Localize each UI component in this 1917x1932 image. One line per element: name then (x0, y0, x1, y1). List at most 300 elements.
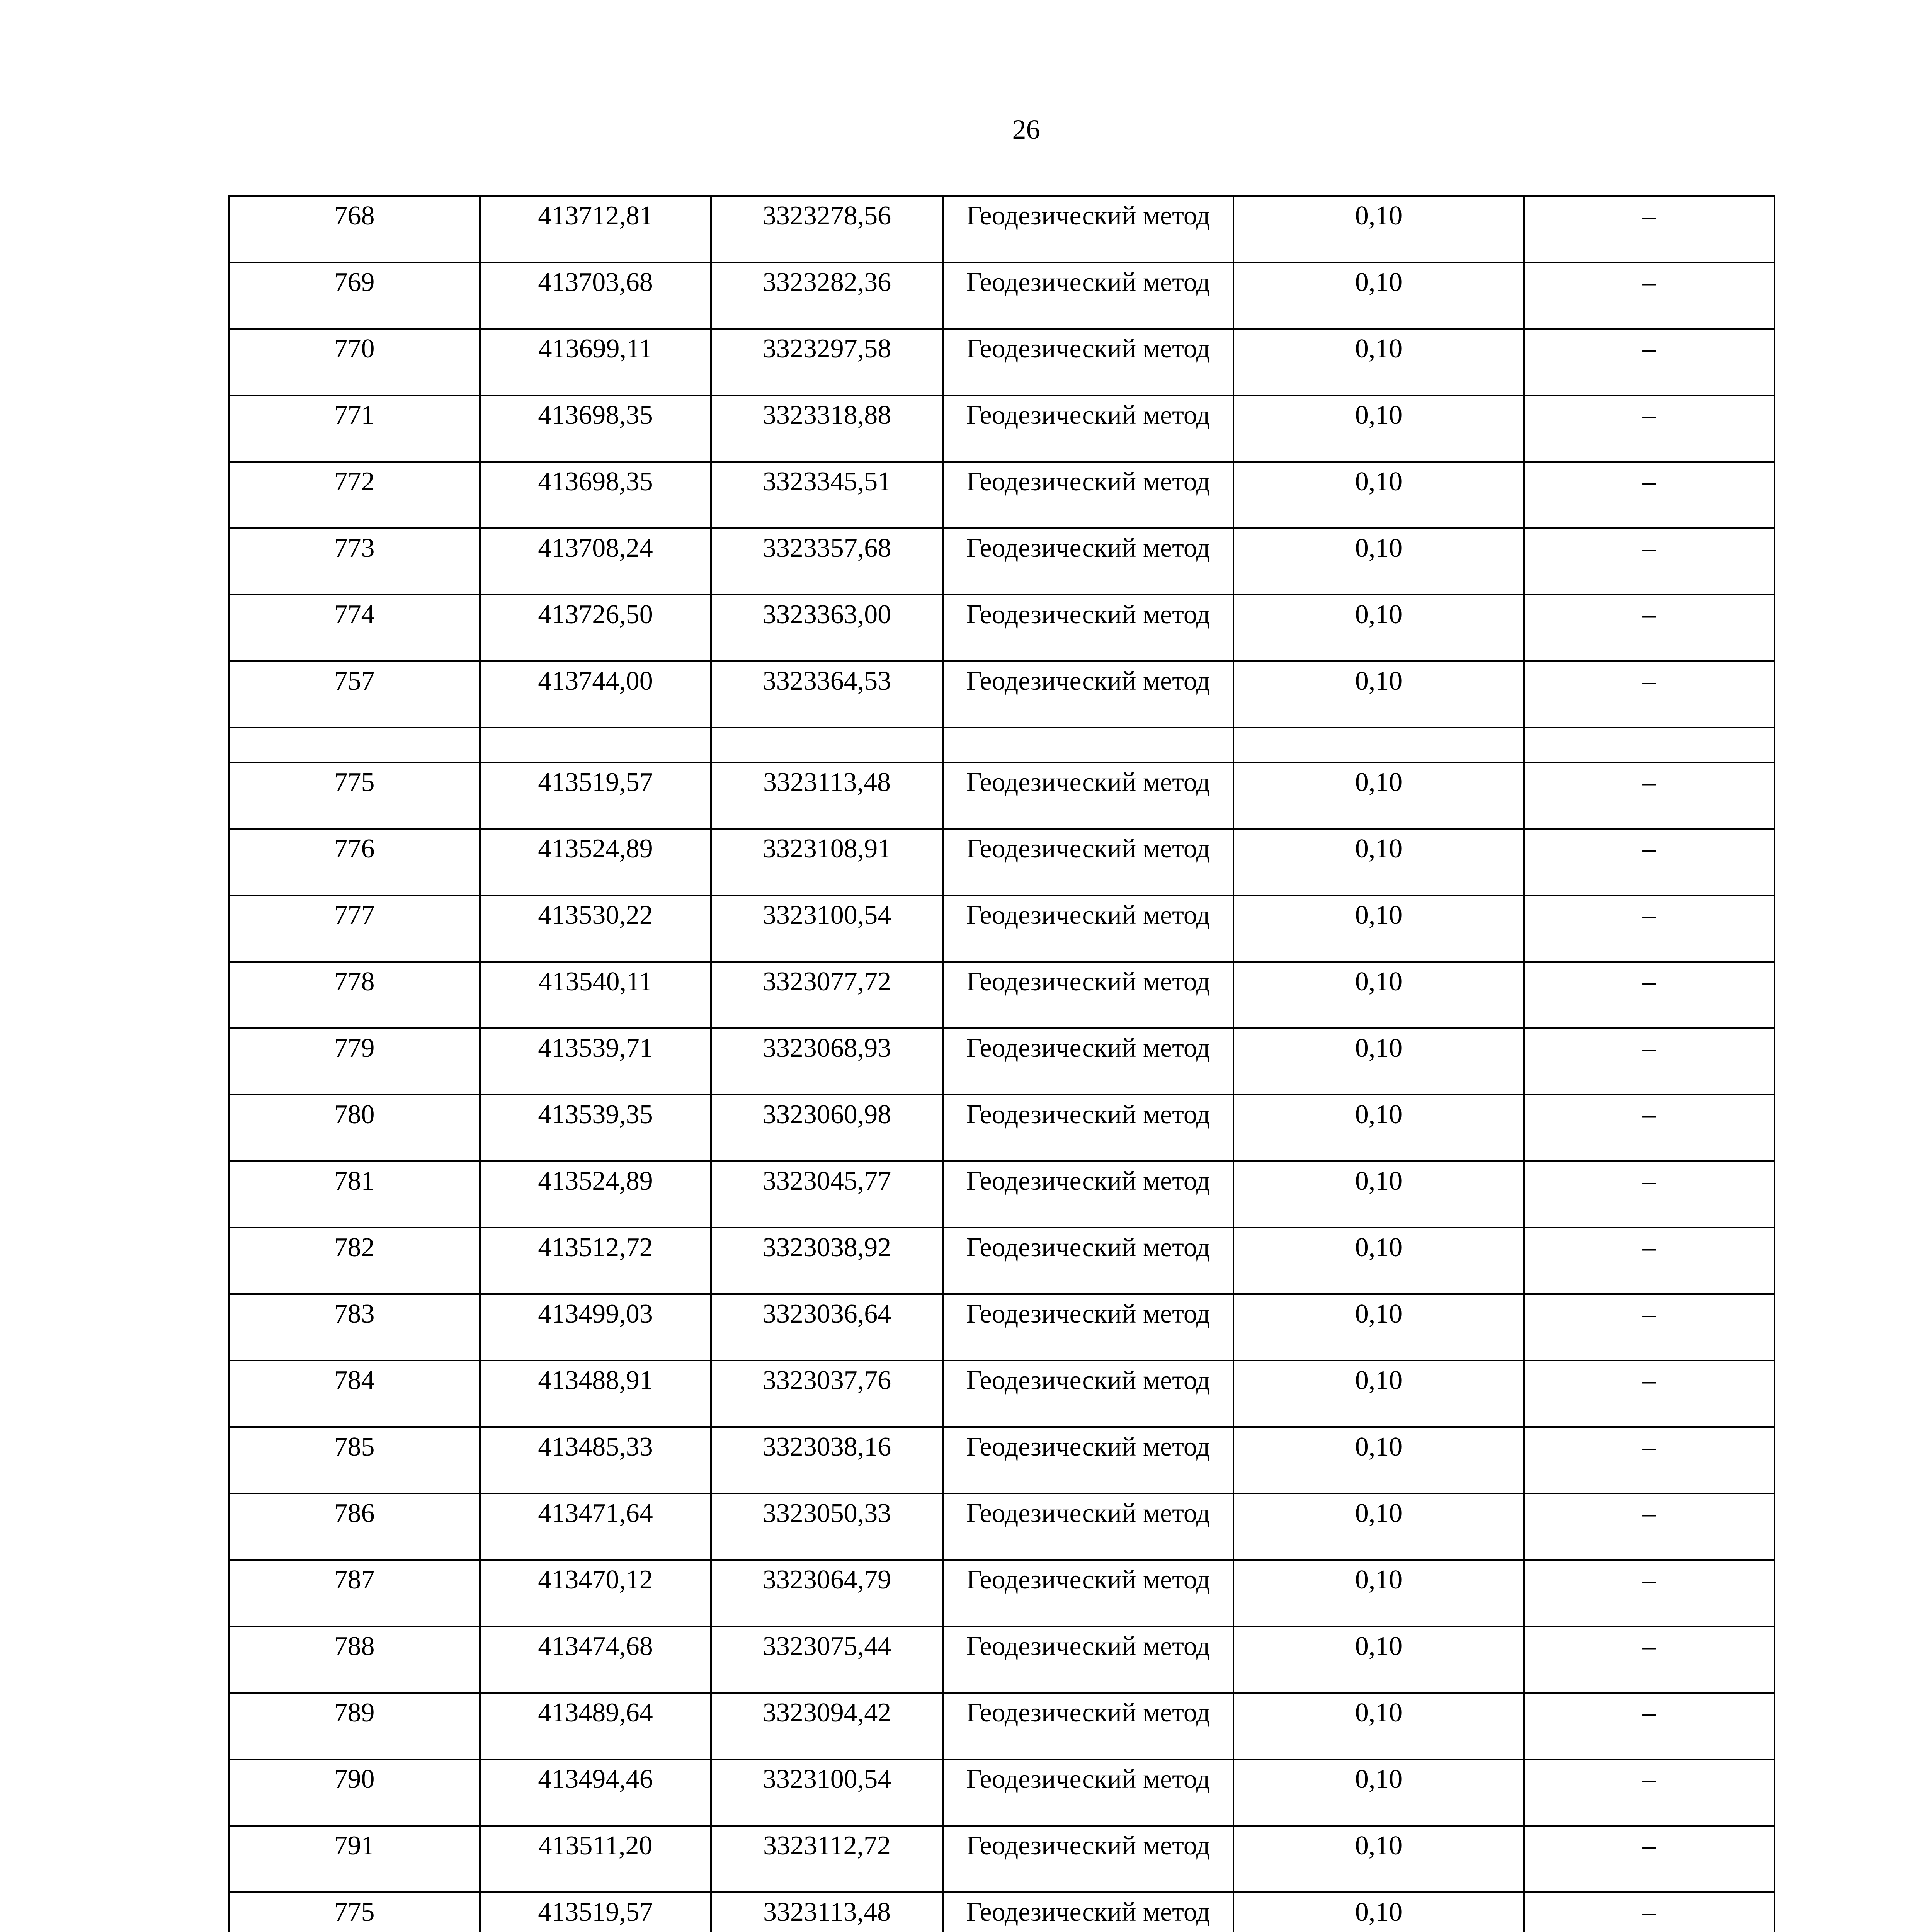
method-cell (943, 462, 1233, 528)
accuracy-cell-text: 0,10 (1355, 1100, 1403, 1129)
y-coordinate-cell-text: 3323318,88 (762, 400, 891, 430)
accuracy-cell-text: 0,10 (1355, 767, 1403, 797)
accuracy-cell (1233, 1361, 1524, 1427)
x-coordinate-cell (480, 1892, 711, 1932)
y-coordinate-cell (711, 895, 943, 962)
point-number-cell-text: 791 (334, 1831, 375, 1861)
method-cell (943, 262, 1233, 329)
y-coordinate-cell (711, 528, 943, 595)
note-cell-text: – (1642, 1100, 1656, 1129)
y-coordinate-cell (711, 1693, 943, 1759)
method-cell (943, 1626, 1233, 1693)
x-coordinate-cell (480, 1626, 711, 1693)
y-coordinate-cell-text: 3323113,48 (763, 767, 891, 797)
table-row (229, 829, 1774, 895)
y-coordinate-cell-text: 3323037,76 (762, 1366, 891, 1395)
y-coordinate-cell-text: 3323036,64 (762, 1299, 891, 1329)
table-row (229, 895, 1774, 962)
note-cell-text: – (1642, 767, 1656, 797)
note-cell-text: – (1642, 1033, 1656, 1063)
y-coordinate-cell (711, 661, 943, 728)
note-cell-text: – (1642, 1631, 1656, 1661)
note-cell (1524, 1361, 1774, 1427)
y-coordinate-cell (711, 1759, 943, 1826)
accuracy-cell-text: 0,10 (1355, 1565, 1403, 1595)
method-cell-text: Геодезический метод (966, 767, 1210, 797)
y-coordinate-cell (711, 1892, 943, 1932)
accuracy-cell (1233, 1095, 1524, 1161)
point-number-cell-text: 782 (334, 1233, 375, 1262)
accuracy-cell-text: 0,10 (1355, 400, 1403, 430)
note-cell (1524, 1759, 1774, 1826)
method-cell-text: Геодезический метод (966, 1033, 1210, 1063)
method-cell-text: Геодезический метод (966, 1764, 1210, 1794)
method-cell-text: Геодезический метод (966, 1698, 1210, 1728)
y-coordinate-cell (711, 1560, 943, 1626)
point-number-cell-text: 772 (334, 467, 375, 497)
y-coordinate-cell-text: 3323282,36 (762, 267, 891, 297)
note-cell-text: – (1642, 1299, 1656, 1329)
point-number-cell-text: 787 (334, 1565, 375, 1595)
x-coordinate-cell (480, 1759, 711, 1826)
note-cell (1524, 1161, 1774, 1228)
method-cell (943, 196, 1233, 262)
note-cell (1524, 462, 1774, 528)
x-coordinate-cell-text: 413703,68 (538, 267, 653, 297)
point-number-cell (229, 962, 480, 1028)
point-number-cell-text: 775 (334, 1897, 375, 1927)
y-coordinate-cell-text: 3323278,56 (762, 201, 891, 231)
method-cell-text: Геодезический метод (966, 533, 1210, 563)
y-coordinate-cell (711, 1427, 943, 1493)
page-number: 26 (1012, 114, 1040, 145)
x-coordinate-cell-text: 413524,89 (538, 1166, 653, 1196)
point-number-cell (229, 196, 480, 262)
accuracy-cell-text: 0,10 (1355, 1897, 1403, 1927)
point-number-cell-text: 781 (334, 1166, 375, 1196)
accuracy-cell-text: 0,10 (1355, 334, 1403, 364)
accuracy-cell (1233, 1759, 1524, 1826)
point-number-cell-text: 786 (334, 1498, 375, 1528)
note-cell-text: – (1642, 600, 1656, 629)
x-coordinate-cell (480, 528, 711, 595)
note-cell-text: – (1642, 1366, 1656, 1395)
table-row (229, 1892, 1774, 1932)
accuracy-cell-text: 0,10 (1355, 1233, 1403, 1262)
x-coordinate-cell-text: 413511,20 (538, 1831, 653, 1861)
y-coordinate-cell (711, 262, 943, 329)
x-coordinate-cell-text: 413540,11 (538, 967, 653, 997)
point-number-cell-text: 773 (334, 533, 375, 563)
note-cell (1524, 762, 1774, 829)
y-coordinate-cell-text: 3323038,92 (762, 1233, 891, 1262)
accuracy-cell-text: 0,10 (1355, 967, 1403, 997)
note-cell (1524, 1560, 1774, 1626)
method-cell-text: Геодезический метод (966, 1166, 1210, 1196)
coordinates-table (228, 195, 1775, 1932)
table-row (229, 1759, 1774, 1826)
accuracy-cell-text: 0,10 (1355, 1166, 1403, 1196)
x-coordinate-cell (480, 462, 711, 528)
x-coordinate-cell-text: 413485,33 (538, 1432, 653, 1462)
method-cell-text: Геодезический метод (966, 1299, 1210, 1329)
table-row (229, 1028, 1774, 1095)
method-cell (943, 1826, 1233, 1892)
method-cell (943, 329, 1233, 395)
y-coordinate-cell (711, 462, 943, 528)
separator-row (229, 728, 1774, 762)
empty-cell (711, 728, 943, 762)
method-cell-text: Геодезический метод (966, 334, 1210, 364)
y-coordinate-cell (711, 1493, 943, 1560)
x-coordinate-cell-text: 413470,12 (538, 1565, 653, 1595)
method-cell-text: Геодезический метод (966, 1498, 1210, 1528)
table-row (229, 1228, 1774, 1294)
note-cell-text: – (1642, 201, 1656, 231)
accuracy-cell (1233, 1626, 1524, 1693)
table-row (229, 262, 1774, 329)
x-coordinate-cell (480, 1493, 711, 1560)
method-cell-text: Геодезический метод (966, 1831, 1210, 1861)
x-coordinate-cell-text: 413512,72 (538, 1233, 653, 1262)
note-cell (1524, 329, 1774, 395)
accuracy-cell (1233, 196, 1524, 262)
method-cell (943, 1161, 1233, 1228)
x-coordinate-cell-text: 413698,35 (538, 467, 653, 497)
y-coordinate-cell-text: 3323094,42 (762, 1698, 891, 1728)
point-number-cell (229, 329, 480, 395)
x-coordinate-cell-text: 413726,50 (538, 600, 653, 629)
method-cell-text: Геодезический метод (966, 600, 1210, 629)
y-coordinate-cell-text: 3323363,00 (762, 600, 891, 629)
note-cell-text: – (1642, 1698, 1656, 1728)
table-row (229, 1361, 1774, 1427)
y-coordinate-cell (711, 1228, 943, 1294)
y-coordinate-cell-text: 3323068,93 (762, 1033, 891, 1063)
accuracy-cell (1233, 1826, 1524, 1892)
table-row (229, 1294, 1774, 1361)
point-number-cell (229, 762, 480, 829)
accuracy-cell (1233, 395, 1524, 462)
x-coordinate-cell (480, 1427, 711, 1493)
x-coordinate-cell (480, 1161, 711, 1228)
accuracy-cell-text: 0,10 (1355, 201, 1403, 231)
accuracy-cell-text: 0,10 (1355, 267, 1403, 297)
method-cell (943, 1095, 1233, 1161)
method-cell (943, 1427, 1233, 1493)
accuracy-cell (1233, 528, 1524, 595)
note-cell-text: – (1642, 1897, 1656, 1927)
note-cell-text: – (1642, 334, 1656, 364)
x-coordinate-cell-text: 413494,46 (538, 1764, 653, 1794)
method-cell (943, 895, 1233, 962)
method-cell (943, 829, 1233, 895)
method-cell (943, 1028, 1233, 1095)
accuracy-cell (1233, 1560, 1524, 1626)
x-coordinate-cell (480, 1826, 711, 1892)
note-cell (1524, 262, 1774, 329)
x-coordinate-cell-text: 413530,22 (538, 900, 653, 930)
note-cell (1524, 1493, 1774, 1560)
x-coordinate-cell-text: 413524,89 (538, 834, 653, 864)
method-cell-text: Геодезический метод (966, 967, 1210, 997)
point-number-cell (229, 1427, 480, 1493)
x-coordinate-cell (480, 395, 711, 462)
y-coordinate-cell (711, 196, 943, 262)
y-coordinate-cell (711, 1826, 943, 1892)
point-number-cell-text: 779 (334, 1033, 375, 1063)
y-coordinate-cell-text: 3323345,51 (762, 467, 891, 497)
point-number-cell-text: 778 (334, 967, 375, 997)
table-row (229, 661, 1774, 728)
table-row (229, 1560, 1774, 1626)
empty-cell (1233, 728, 1524, 762)
point-number-cell-text: 768 (334, 201, 375, 231)
y-coordinate-cell (711, 1095, 943, 1161)
method-cell-text: Геодезический метод (966, 201, 1210, 231)
note-cell-text: – (1642, 1432, 1656, 1462)
note-cell-text: – (1642, 900, 1656, 930)
note-cell (1524, 528, 1774, 595)
method-cell-text: Геодезический метод (966, 400, 1210, 430)
table-row (229, 1161, 1774, 1228)
point-number-cell-text: 777 (334, 900, 375, 930)
note-cell-text: – (1642, 1764, 1656, 1794)
accuracy-cell-text: 0,10 (1355, 600, 1403, 629)
point-number-cell-text: 783 (334, 1299, 375, 1329)
point-number-cell-text: 788 (334, 1631, 375, 1661)
accuracy-cell (1233, 1161, 1524, 1228)
table-row (229, 528, 1774, 595)
coordinates-table-body (229, 196, 1774, 1932)
empty-cell (1524, 728, 1774, 762)
point-number-cell-text: 789 (334, 1698, 375, 1728)
x-coordinate-cell (480, 1361, 711, 1427)
point-number-cell (229, 1826, 480, 1892)
x-coordinate-cell (480, 1294, 711, 1361)
point-number-cell-text: 780 (334, 1100, 375, 1129)
y-coordinate-cell-text: 3323075,44 (762, 1631, 891, 1661)
accuracy-cell (1233, 762, 1524, 829)
accuracy-cell (1233, 1493, 1524, 1560)
point-number-cell (229, 1493, 480, 1560)
accuracy-cell (1233, 895, 1524, 962)
x-coordinate-cell-text: 413488,91 (538, 1366, 653, 1395)
method-cell-text: Геодезический метод (966, 666, 1210, 696)
accuracy-cell (1233, 661, 1524, 728)
x-coordinate-cell-text: 413698,35 (538, 400, 653, 430)
x-coordinate-cell (480, 1028, 711, 1095)
accuracy-cell (1233, 1427, 1524, 1493)
point-number-cell (229, 1560, 480, 1626)
note-cell-text: – (1642, 467, 1656, 497)
table-row (229, 1493, 1774, 1560)
method-cell (943, 1361, 1233, 1427)
accuracy-cell-text: 0,10 (1355, 900, 1403, 930)
table-row (229, 462, 1774, 528)
y-coordinate-cell-text: 3323064,79 (762, 1565, 891, 1595)
y-coordinate-cell (711, 595, 943, 661)
empty-cell (480, 728, 711, 762)
accuracy-cell-text: 0,10 (1355, 1631, 1403, 1661)
point-number-cell (229, 1294, 480, 1361)
accuracy-cell-text: 0,10 (1355, 1033, 1403, 1063)
note-cell-text: – (1642, 1233, 1656, 1262)
y-coordinate-cell-text: 3323050,33 (762, 1498, 891, 1528)
point-number-cell (229, 661, 480, 728)
point-number-cell-text: 770 (334, 334, 375, 364)
x-coordinate-cell (480, 329, 711, 395)
method-cell-text: Геодезический метод (966, 1233, 1210, 1262)
accuracy-cell-text: 0,10 (1355, 834, 1403, 864)
method-cell (943, 528, 1233, 595)
y-coordinate-cell-text: 3323060,98 (762, 1100, 891, 1129)
note-cell-text: – (1642, 267, 1656, 297)
point-number-cell-text: 776 (334, 834, 375, 864)
y-coordinate-cell-text: 3323038,16 (762, 1432, 891, 1462)
y-coordinate-cell-text: 3323108,91 (762, 834, 891, 864)
x-coordinate-cell (480, 1560, 711, 1626)
y-coordinate-cell (711, 1626, 943, 1693)
x-coordinate-cell (480, 895, 711, 962)
table-row (229, 762, 1774, 829)
note-cell (1524, 1693, 1774, 1759)
note-cell-text: – (1642, 1831, 1656, 1861)
method-cell (943, 762, 1233, 829)
accuracy-cell (1233, 829, 1524, 895)
note-cell (1524, 1626, 1774, 1693)
point-number-cell-text: 769 (334, 267, 375, 297)
accuracy-cell (1233, 462, 1524, 528)
x-coordinate-cell (480, 1228, 711, 1294)
accuracy-cell-text: 0,10 (1355, 1698, 1403, 1728)
table-row (229, 1095, 1774, 1161)
method-cell (943, 1493, 1233, 1560)
x-coordinate-cell (480, 829, 711, 895)
table-row (229, 962, 1774, 1028)
point-number-cell (229, 1095, 480, 1161)
point-number-cell (229, 262, 480, 329)
y-coordinate-cell-text: 3323297,58 (762, 334, 891, 364)
x-coordinate-cell-text: 413519,57 (538, 1897, 653, 1927)
note-cell (1524, 1028, 1774, 1095)
method-cell-text: Геодезический метод (966, 267, 1210, 297)
point-number-cell-text: 775 (334, 767, 375, 797)
table-row (229, 395, 1774, 462)
x-coordinate-cell-text: 413489,64 (538, 1698, 653, 1728)
method-cell (943, 595, 1233, 661)
method-cell (943, 962, 1233, 1028)
point-number-cell (229, 1626, 480, 1693)
note-cell-text: – (1642, 834, 1656, 864)
y-coordinate-cell (711, 329, 943, 395)
note-cell (1524, 1826, 1774, 1892)
method-cell-text: Геодезический метод (966, 1565, 1210, 1595)
note-cell-text: – (1642, 1498, 1656, 1528)
y-coordinate-cell-text: 3323113,48 (763, 1897, 891, 1927)
x-coordinate-cell (480, 962, 711, 1028)
accuracy-cell (1233, 329, 1524, 395)
accuracy-cell-text: 0,10 (1355, 1299, 1403, 1329)
accuracy-cell-text: 0,10 (1355, 1831, 1403, 1861)
point-number-cell (229, 462, 480, 528)
method-cell-text: Геодезический метод (966, 1897, 1210, 1927)
method-cell-text: Геодезический метод (966, 1100, 1210, 1129)
method-cell-text: Геодезический метод (966, 834, 1210, 864)
note-cell (1524, 196, 1774, 262)
accuracy-cell-text: 0,10 (1355, 1432, 1403, 1462)
x-coordinate-cell-text: 413712,81 (538, 201, 653, 231)
y-coordinate-cell-text: 3323045,77 (762, 1166, 891, 1196)
table-row (229, 595, 1774, 661)
method-cell (943, 661, 1233, 728)
accuracy-cell (1233, 262, 1524, 329)
y-coordinate-cell-text: 3323112,72 (763, 1831, 891, 1861)
note-cell-text: – (1642, 400, 1656, 430)
method-cell (943, 1693, 1233, 1759)
point-number-cell (229, 595, 480, 661)
x-coordinate-cell (480, 196, 711, 262)
point-number-cell (229, 1693, 480, 1759)
y-coordinate-cell-text: 3323077,72 (762, 967, 891, 997)
accuracy-cell (1233, 1028, 1524, 1095)
x-coordinate-cell (480, 595, 711, 661)
x-coordinate-cell-text: 413471,64 (538, 1498, 653, 1528)
note-cell (1524, 962, 1774, 1028)
y-coordinate-cell-text: 3323100,54 (762, 1764, 891, 1794)
accuracy-cell-text: 0,10 (1355, 467, 1403, 497)
x-coordinate-cell (480, 1693, 711, 1759)
table-row (229, 1693, 1774, 1759)
point-number-cell (229, 829, 480, 895)
point-number-cell-text: 790 (334, 1764, 375, 1794)
method-cell-text: Геодезический метод (966, 467, 1210, 497)
note-cell (1524, 395, 1774, 462)
point-number-cell (229, 395, 480, 462)
x-coordinate-cell-text: 413499,03 (538, 1299, 653, 1329)
y-coordinate-cell-text: 3323364,53 (762, 666, 891, 696)
accuracy-cell-text: 0,10 (1355, 666, 1403, 696)
x-coordinate-cell-text: 413699,11 (538, 334, 653, 364)
table-row (229, 1427, 1774, 1493)
note-cell (1524, 829, 1774, 895)
table-row (229, 196, 1774, 262)
note-cell (1524, 1228, 1774, 1294)
method-cell (943, 1294, 1233, 1361)
y-coordinate-cell (711, 395, 943, 462)
method-cell-text: Геодезический метод (966, 1432, 1210, 1462)
x-coordinate-cell (480, 661, 711, 728)
point-number-cell (229, 1759, 480, 1826)
note-cell-text: – (1642, 967, 1656, 997)
point-number-cell-text: 785 (334, 1432, 375, 1462)
note-cell-text: – (1642, 533, 1656, 563)
point-number-cell (229, 1361, 480, 1427)
x-coordinate-cell (480, 762, 711, 829)
note-cell (1524, 895, 1774, 962)
y-coordinate-cell (711, 1294, 943, 1361)
accuracy-cell (1233, 1693, 1524, 1759)
y-coordinate-cell (711, 1028, 943, 1095)
method-cell-text: Геодезический метод (966, 900, 1210, 930)
point-number-cell-text: 771 (334, 400, 375, 430)
point-number-cell (229, 895, 480, 962)
accuracy-cell (1233, 1228, 1524, 1294)
x-coordinate-cell-text: 413539,35 (538, 1100, 653, 1129)
accuracy-cell (1233, 962, 1524, 1028)
table-row (229, 1826, 1774, 1892)
y-coordinate-cell-text: 3323357,68 (762, 533, 891, 563)
